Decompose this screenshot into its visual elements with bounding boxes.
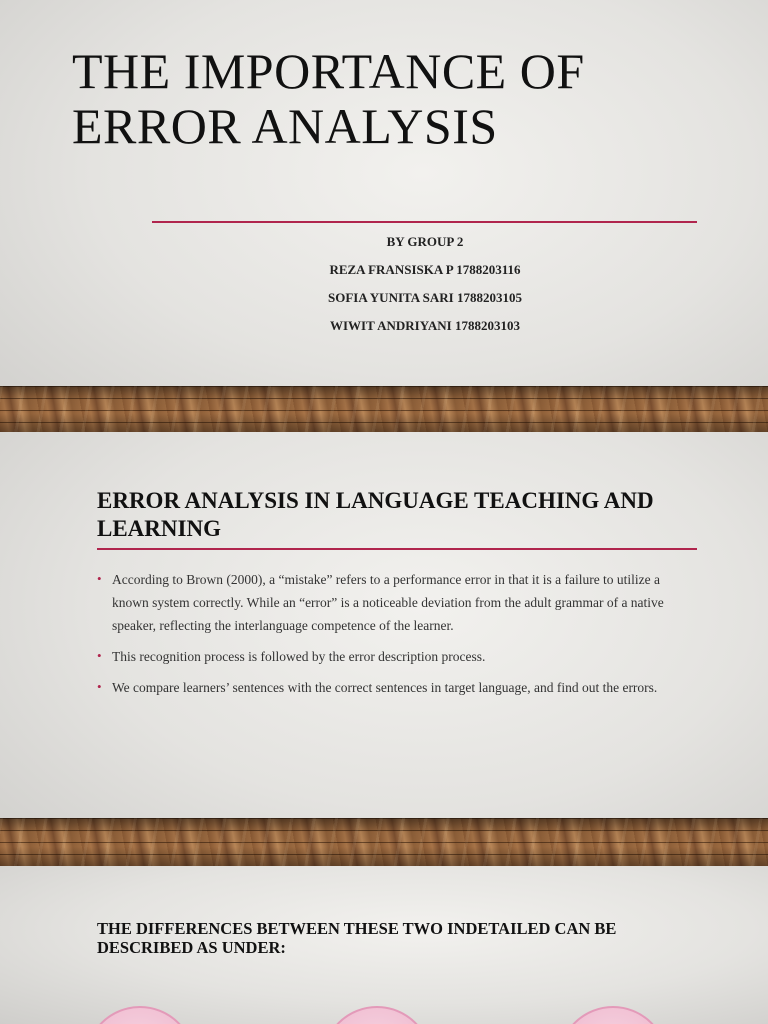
slide-heading: THE DIFFERENCES BETWEEN THESE TWO INDETAILED CAN BE DESCRIBED AS UNDER: [97,919,617,957]
bullet-icon: • [97,679,102,694]
accent-divider [152,221,697,223]
slide-error-analysis[interactable] [0,432,768,866]
slide-title-heading: THE IMPORTANCE OF ERROR ANALYSIS [72,43,585,154]
bullet-item [97,645,677,668]
wood-floor-decoration [0,818,768,866]
member-1: REZA FRANSISKA P 1788203116 [329,262,521,277]
bullet-text: According to Brown (2000), a “mistake” refers to a performance error in that it is a failure to utilize a known system correctly. While an “error” is a noticeable deviation from the adult grammar of a native speaker, reflecting the interlanguage competence of the learner. [112,572,664,633]
bullet-icon: • [97,571,102,586]
circle-shape-1 [85,1006,195,1024]
slide-heading: ERROR ANALYSIS IN LANGUAGE TEACHING AND LEARNING [97,488,654,541]
bullet-item [97,676,677,699]
member-3: WIWIT ANDRIYANI 1788203103 [330,318,520,333]
circle-shape-3 [558,1006,668,1024]
bullet-item [97,568,677,637]
slide-title[interactable] [0,0,768,432]
bullet-icon: • [97,648,102,663]
slide-differences[interactable] [0,866,768,1024]
bullet-text: This recognition process is followed by the error description process. [112,649,486,664]
group-byline: BY GROUP 2 [386,234,464,249]
bullet-text: We compare learners’ sentences with the correct sentences in target language, and find out the errors. [112,680,658,695]
bullet-list [97,568,677,707]
member-2: SOFIA YUNITA SARI 1788203105 [328,290,522,305]
accent-divider [97,548,697,550]
circle-shape-2 [322,1006,432,1024]
wood-floor-decoration [0,386,768,432]
